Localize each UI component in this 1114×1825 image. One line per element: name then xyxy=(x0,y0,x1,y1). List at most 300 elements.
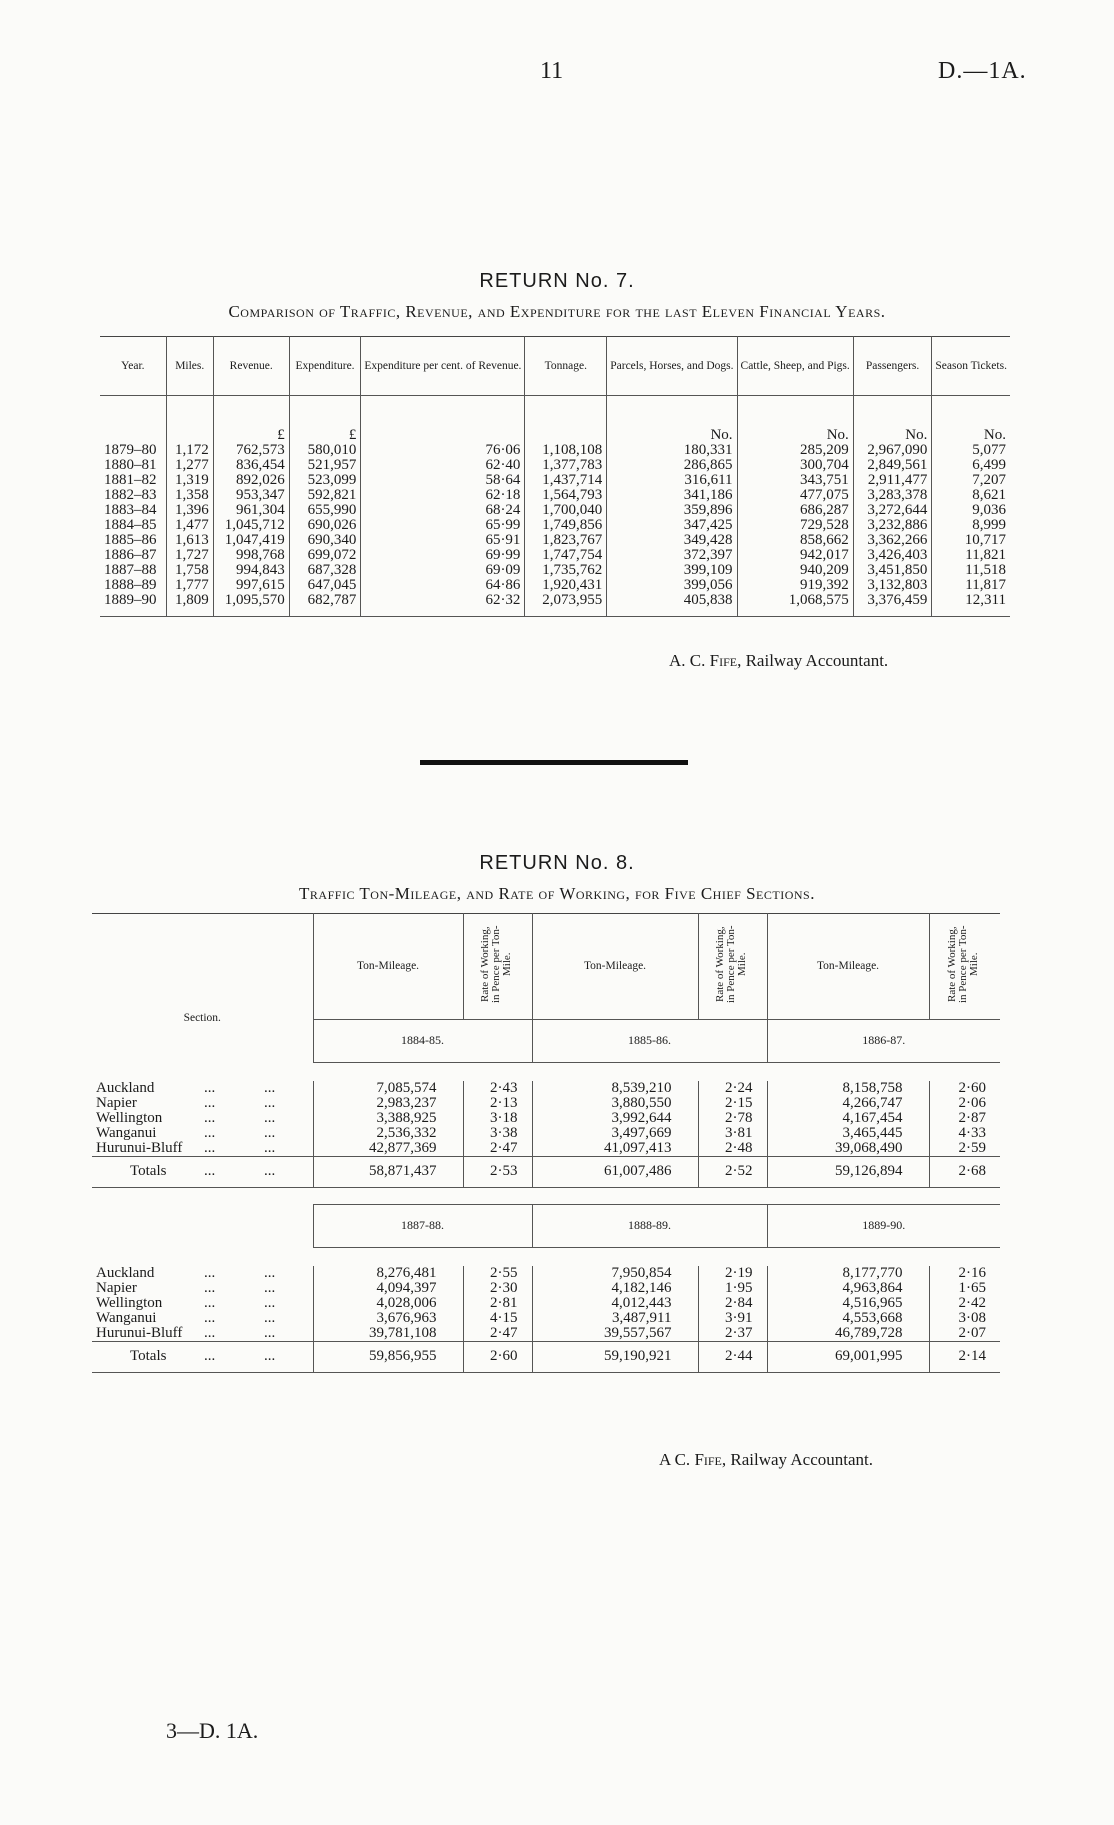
rate-value: 2·30 xyxy=(463,1281,532,1296)
ton-mileage-value: 7,085,574 xyxy=(313,1081,463,1096)
section-name xyxy=(92,1126,313,1141)
signature-name: Fife, xyxy=(694,1450,727,1469)
leader-dots: ... xyxy=(204,1124,216,1141)
spacer-cell xyxy=(166,396,213,411)
rate-value: 2·84 xyxy=(698,1296,767,1311)
value-cell: 3,451,850 xyxy=(853,563,932,578)
return-7-table xyxy=(100,336,1010,617)
leader-dots: ... xyxy=(264,1124,276,1141)
ton-mileage-value: 3,992,644 xyxy=(532,1111,698,1126)
section-name xyxy=(92,1096,313,1111)
rate-header-text: Rate of Working, in Pence per Ton-Mile. xyxy=(478,924,513,1003)
table-row xyxy=(100,443,1010,458)
spacer-row xyxy=(100,396,1010,411)
ton-mileage-value: 8,177,770 xyxy=(767,1266,929,1281)
leader-dots: ... xyxy=(204,1324,216,1341)
ton-mileage-value: 3,676,963 xyxy=(313,1311,463,1326)
total-value: 59,856,955 xyxy=(313,1341,463,1372)
leader-dots: ... xyxy=(204,1309,216,1326)
unit-cell xyxy=(166,410,213,443)
value-cell: 347,425 xyxy=(607,518,737,533)
rate-value: 2·43 xyxy=(463,1081,532,1096)
leader-dots: ... xyxy=(264,1294,276,1311)
leader-dots: ... xyxy=(264,1279,276,1296)
section-name xyxy=(92,1081,313,1096)
year-cell: 1882–83 xyxy=(100,488,166,503)
rate-value: 3·08 xyxy=(929,1311,1000,1326)
signature-initials: A C. xyxy=(659,1450,691,1469)
value-cell: 762,573 xyxy=(213,443,289,458)
value-cell: 300,704 xyxy=(737,458,853,473)
unit-cell xyxy=(525,410,607,443)
table-row xyxy=(100,533,1010,548)
rate-value: 2·47 xyxy=(463,1326,532,1342)
return-8-subtitle: Traffic Ton-Mileage, and Rate of Working, for Five Chief Sections. xyxy=(299,884,815,903)
total-value: 2·68 xyxy=(929,1156,1000,1187)
value-cell: 399,056 xyxy=(607,578,737,593)
table-row xyxy=(100,503,1010,518)
rate-header-text: Rate of Working, in Pence per Ton-Mile. xyxy=(713,924,748,1003)
blank-cell xyxy=(92,1204,313,1247)
ton-mileage-value: 4,182,146 xyxy=(532,1281,698,1296)
rate-value: 2·16 xyxy=(929,1266,1000,1281)
value-cell: 477,075 xyxy=(737,488,853,503)
totals-row xyxy=(92,1156,1000,1187)
ton-mileage-value: 2,983,237 xyxy=(313,1096,463,1111)
value-cell: 3,232,886 xyxy=(853,518,932,533)
year-cell: 1885–86 xyxy=(100,533,166,548)
section-name-text: Wanganui xyxy=(96,1124,157,1141)
table-row xyxy=(100,488,1010,503)
value-cell: 11,821 xyxy=(965,547,1006,563)
leader-dots: ... xyxy=(204,1139,216,1156)
footer-reference: 3—D. 1A. xyxy=(166,1718,259,1743)
signature-name: Fife, xyxy=(709,651,742,670)
year-cell: 1880–81 xyxy=(100,458,166,473)
return-8-signature xyxy=(659,1450,873,1470)
value-cell: 1,319 xyxy=(166,473,213,488)
period-label: 1889-90. xyxy=(767,1204,1000,1247)
ton-mileage-value: 3,487,911 xyxy=(532,1311,698,1326)
value-cell: 11,518 xyxy=(965,562,1006,578)
period-label: 1886-87. xyxy=(767,1019,1000,1062)
section-name-text: Wanganui xyxy=(96,1309,157,1326)
value-cell: 372,397 xyxy=(607,548,737,563)
period-row xyxy=(92,1204,1000,1247)
value-cell: 997,615 xyxy=(213,578,289,593)
value-cell: 2,849,561 xyxy=(853,458,932,473)
unit-cell: No. xyxy=(983,427,1006,443)
spacer-cell xyxy=(213,396,289,411)
leader-dots: ... xyxy=(264,1079,276,1096)
leader-dots: ... xyxy=(264,1139,276,1156)
rate-value: 2·07 xyxy=(929,1326,1000,1342)
total-value: 2·14 xyxy=(929,1341,1000,1372)
column-header: Cattle, Sheep, and Pigs. xyxy=(737,337,853,396)
leader-dots: ... xyxy=(204,1294,216,1311)
year-cell: 1889–90 xyxy=(100,593,166,617)
value-cell: 1,477 xyxy=(166,518,213,533)
return-7-header-row xyxy=(100,337,1010,396)
rate-value: 1·95 xyxy=(698,1281,767,1296)
ton-mileage-value: 2,536,332 xyxy=(313,1126,463,1141)
ton-mileage-header: Ton-Mileage. xyxy=(767,914,929,1020)
ton-mileage-value: 4,516,965 xyxy=(767,1296,929,1311)
value-cell: 687,328 xyxy=(289,563,361,578)
year-cell: 1886–87 xyxy=(100,548,166,563)
gap-row xyxy=(92,1187,1000,1204)
value-cell: 1,747,754 xyxy=(525,548,607,563)
table-row xyxy=(100,593,1010,617)
return-8-header-row xyxy=(92,914,1000,1020)
return-7-title: RETURN No. 7. xyxy=(479,270,635,292)
value-cell: 62·40 xyxy=(361,458,525,473)
unit-cell: No. xyxy=(853,410,932,443)
value-cell: 286,865 xyxy=(607,458,737,473)
value-cell: 3,362,266 xyxy=(853,533,932,548)
ton-mileage-value: 3,497,669 xyxy=(532,1126,698,1141)
ton-mileage-value: 8,158,758 xyxy=(767,1081,929,1096)
rate-value: 2·42 xyxy=(929,1296,1000,1311)
column-header: Year. xyxy=(100,337,166,396)
period-label: 1887-88. xyxy=(313,1204,532,1247)
value-cell: 405,838 xyxy=(607,593,737,617)
value-cell: 1,047,419 xyxy=(213,533,289,548)
leader-dots: ... xyxy=(264,1094,276,1111)
signature-title: Railway Accountant. xyxy=(745,651,889,670)
leader-dots: ... xyxy=(204,1079,216,1096)
ton-mileage-value: 4,167,454 xyxy=(767,1111,929,1126)
year-cell: 1881–82 xyxy=(100,473,166,488)
value-cell: 682,787 xyxy=(289,593,361,617)
table-row xyxy=(92,1141,1000,1157)
section-name xyxy=(92,1296,313,1311)
value-cell: 62·32 xyxy=(361,593,525,617)
section-name-text: Wellington xyxy=(96,1294,163,1311)
ton-mileage-header: Ton-Mileage. xyxy=(313,914,463,1020)
rate-value: 2·15 xyxy=(698,1096,767,1111)
value-cell: 10,717 xyxy=(964,532,1006,548)
spacer-cell xyxy=(853,396,932,411)
rate-value: 2·47 xyxy=(463,1141,532,1157)
value-cell: 858,662 xyxy=(737,533,853,548)
value-cell: 341,186 xyxy=(607,488,737,503)
return-7-subtitle: Comparison of Traffic, Revenue, and Expenditure for the last Eleven Financial Years. xyxy=(228,302,886,321)
column-header: Expenditure per cent. of Revenue. xyxy=(361,337,525,396)
table-row xyxy=(100,578,1010,593)
value-cell: 1,758 xyxy=(166,563,213,578)
rate-value: 3·91 xyxy=(698,1311,767,1326)
value-cell: 1,108,108 xyxy=(525,443,607,458)
value-cell: 62·18 xyxy=(361,488,525,503)
spacer-cell xyxy=(100,396,166,411)
ton-mileage-value: 4,553,668 xyxy=(767,1311,929,1326)
leader-dots: ... xyxy=(264,1309,276,1326)
ton-mileage-value: 41,097,413 xyxy=(532,1141,698,1157)
value-cell: 1,749,856 xyxy=(525,518,607,533)
section-name-text: Hurunui-Bluff xyxy=(96,1139,183,1156)
units-row xyxy=(100,410,1010,443)
value-cell: 1,735,762 xyxy=(525,563,607,578)
value-cell: 65·91 xyxy=(361,533,525,548)
value-cell: 523,099 xyxy=(289,473,361,488)
unit-cell xyxy=(361,410,525,443)
column-header: Season Tickets. xyxy=(935,360,1007,372)
value-cell: 690,026 xyxy=(289,518,361,533)
section-name-text: Hurunui-Bluff xyxy=(96,1324,183,1341)
column-header: Expenditure. xyxy=(289,337,361,396)
value-cell: 285,209 xyxy=(737,443,853,458)
rate-value: 4·33 xyxy=(929,1126,1000,1141)
ton-mileage-value: 4,094,397 xyxy=(313,1281,463,1296)
value-cell: 8,999 xyxy=(972,517,1006,533)
rate-value: 2·13 xyxy=(463,1096,532,1111)
table-row xyxy=(92,1326,1000,1342)
value-cell: 180,331 xyxy=(607,443,737,458)
rate-value: 2·81 xyxy=(463,1296,532,1311)
table-row xyxy=(92,1266,1000,1281)
unit-cell xyxy=(100,410,166,443)
value-cell: 3,376,459 xyxy=(853,593,932,617)
section-name-text: Napier xyxy=(96,1094,137,1111)
value-cell: 521,957 xyxy=(289,458,361,473)
ton-mileage-value: 8,276,481 xyxy=(313,1266,463,1281)
rate-header xyxy=(463,914,532,1020)
unit-cell: No. xyxy=(607,410,737,443)
value-cell: 1,823,767 xyxy=(525,533,607,548)
rate-header xyxy=(698,914,767,1020)
value-cell: 11,817 xyxy=(965,577,1006,593)
period-label: 1884-85. xyxy=(313,1019,532,1062)
leader-dots: ... xyxy=(264,1324,276,1341)
year-cell: 1884–85 xyxy=(100,518,166,533)
value-cell: 998,768 xyxy=(213,548,289,563)
value-cell: 343,751 xyxy=(737,473,853,488)
section-header: Section. xyxy=(183,1011,221,1024)
table-row xyxy=(92,1281,1000,1296)
value-cell: 1,172 xyxy=(166,443,213,458)
section-name-text: Auckland xyxy=(96,1079,155,1096)
value-cell: 942,017 xyxy=(737,548,853,563)
value-cell: 1,777 xyxy=(166,578,213,593)
value-cell: 2,073,955 xyxy=(525,593,607,617)
ton-mileage-value: 3,880,550 xyxy=(532,1096,698,1111)
value-cell: 12,311 xyxy=(965,592,1006,608)
value-cell: 994,843 xyxy=(213,563,289,578)
rate-value: 2·78 xyxy=(698,1111,767,1126)
return-8-table xyxy=(92,913,1000,1373)
value-cell: 65·99 xyxy=(361,518,525,533)
ton-mileage-value: 3,465,445 xyxy=(767,1126,929,1141)
total-value: 2·52 xyxy=(698,1156,767,1187)
period-label: 1885-86. xyxy=(532,1019,767,1062)
ton-mileage-value: 39,781,108 xyxy=(313,1326,463,1342)
column-header: Miles. xyxy=(166,337,213,396)
period-label: 1888-89. xyxy=(532,1204,767,1247)
unit-cell: £ xyxy=(289,410,361,443)
value-cell: 316,611 xyxy=(607,473,737,488)
table-row xyxy=(100,473,1010,488)
total-value: 59,126,894 xyxy=(767,1156,929,1187)
section-name xyxy=(92,1111,313,1126)
value-cell: 592,821 xyxy=(289,488,361,503)
value-cell: 1,045,712 xyxy=(213,518,289,533)
document-reference: D.—1A. xyxy=(938,58,1027,84)
ton-mileage-value: 46,789,728 xyxy=(767,1326,929,1342)
leader-dots: ... xyxy=(204,1279,216,1296)
value-cell: 953,347 xyxy=(213,488,289,503)
leader-dots: ... xyxy=(204,1109,216,1126)
section-name xyxy=(92,1266,313,1281)
value-cell: 58·64 xyxy=(361,473,525,488)
column-header: Passengers. xyxy=(853,337,932,396)
spacer-cell xyxy=(737,396,853,411)
rate-value: 3·18 xyxy=(463,1111,532,1126)
column-header: Revenue. xyxy=(213,337,289,396)
value-cell: 655,990 xyxy=(289,503,361,518)
value-cell: 1,727 xyxy=(166,548,213,563)
rate-value: 2·59 xyxy=(929,1141,1000,1157)
value-cell: 690,340 xyxy=(289,533,361,548)
rate-value: 2·06 xyxy=(929,1096,1000,1111)
value-cell: 580,010 xyxy=(289,443,361,458)
rate-value: 2·19 xyxy=(698,1266,767,1281)
ton-mileage-value: 4,963,864 xyxy=(767,1281,929,1296)
value-cell: 1,920,431 xyxy=(525,578,607,593)
ton-mileage-value: 7,950,854 xyxy=(532,1266,698,1281)
rate-header-text: Rate of Working, in Pence per Ton-Mile. xyxy=(945,924,980,1003)
leader-dots: ... xyxy=(264,1163,276,1179)
rate-value: 2·37 xyxy=(698,1326,767,1342)
page-number: 11 xyxy=(540,58,564,84)
gap-cell xyxy=(92,1187,1000,1204)
table-row xyxy=(92,1296,1000,1311)
value-cell: 3,272,644 xyxy=(853,503,932,518)
table-row xyxy=(100,548,1010,563)
value-cell: 3,132,803 xyxy=(853,578,932,593)
rate-value: 3·38 xyxy=(463,1126,532,1141)
leader-dots: ... xyxy=(204,1163,216,1179)
total-value: 69,001,995 xyxy=(767,1341,929,1372)
value-cell: 6,499 xyxy=(972,457,1006,473)
value-cell: 961,304 xyxy=(213,503,289,518)
ton-mileage-value: 39,557,567 xyxy=(532,1326,698,1342)
spacer-cell xyxy=(525,396,607,411)
spacer-cell xyxy=(289,396,361,411)
value-cell: 1,564,793 xyxy=(525,488,607,503)
value-cell: 686,287 xyxy=(737,503,853,518)
totals-label xyxy=(92,1341,313,1372)
total-value: 58,871,437 xyxy=(313,1156,463,1187)
value-cell: 729,528 xyxy=(737,518,853,533)
signature-initials: A. C. xyxy=(669,651,706,670)
value-cell: 2,911,477 xyxy=(853,473,932,488)
rate-value: 4·15 xyxy=(463,1311,532,1326)
section-name-text: Auckland xyxy=(96,1264,155,1281)
value-cell: 76·06 xyxy=(361,443,525,458)
rate-value: 2·55 xyxy=(463,1266,532,1281)
value-cell: 5,077 xyxy=(972,442,1006,458)
value-cell: 3,426,403 xyxy=(853,548,932,563)
rate-value: 2·87 xyxy=(929,1111,1000,1126)
value-cell: 940,209 xyxy=(737,563,853,578)
value-cell: 1,068,575 xyxy=(737,593,853,617)
totals-label-text: Totals xyxy=(130,1163,167,1179)
signature-title: Railway Accountant. xyxy=(730,1450,873,1469)
total-value: 2·44 xyxy=(698,1341,767,1372)
value-cell: 836,454 xyxy=(213,458,289,473)
value-cell: 3,283,378 xyxy=(853,488,932,503)
totals-row xyxy=(92,1341,1000,1372)
value-cell: 399,109 xyxy=(607,563,737,578)
leader-dots: ... xyxy=(264,1348,276,1364)
section-name xyxy=(92,1326,313,1342)
ton-mileage-header: Ton-Mileage. xyxy=(532,914,698,1020)
value-cell: 1,437,714 xyxy=(525,473,607,488)
leader-dots: ... xyxy=(204,1348,216,1364)
rate-value: 3·81 xyxy=(698,1126,767,1141)
value-cell: 2,967,090 xyxy=(853,443,932,458)
value-cell: 919,392 xyxy=(737,578,853,593)
value-cell: 1,277 xyxy=(166,458,213,473)
ton-mileage-value: 42,877,369 xyxy=(313,1141,463,1157)
gap-cell xyxy=(92,1062,1000,1081)
unit-cell: £ xyxy=(213,410,289,443)
year-cell: 1887–88 xyxy=(100,563,166,578)
table-row xyxy=(100,458,1010,473)
table-row xyxy=(92,1311,1000,1326)
value-cell: 8,621 xyxy=(972,487,1006,503)
rate-header xyxy=(929,914,1000,1020)
table-row xyxy=(92,1096,1000,1111)
value-cell: 1,613 xyxy=(166,533,213,548)
section-name-text: Napier xyxy=(96,1279,137,1296)
spacer-cell xyxy=(932,396,1010,411)
spacer-cell xyxy=(607,396,737,411)
section-divider-rule xyxy=(420,760,688,765)
value-cell: 1,095,570 xyxy=(213,593,289,617)
value-cell: 1,358 xyxy=(166,488,213,503)
total-value: 61,007,486 xyxy=(532,1156,698,1187)
ton-mileage-value: 3,388,925 xyxy=(313,1111,463,1126)
section-name-text: Wellington xyxy=(96,1109,163,1126)
ton-mileage-value: 4,266,747 xyxy=(767,1096,929,1111)
section-name xyxy=(92,1141,313,1157)
leader-dots: ... xyxy=(204,1264,216,1281)
section-name xyxy=(92,1281,313,1296)
year-cell: 1888–89 xyxy=(100,578,166,593)
rate-value: 1·65 xyxy=(929,1281,1000,1296)
table-row xyxy=(92,1126,1000,1141)
rate-value: 2·48 xyxy=(698,1141,767,1157)
table-row xyxy=(92,1111,1000,1126)
column-header: Parcels, Horses, and Dogs. xyxy=(607,337,737,396)
total-value: 2·60 xyxy=(463,1341,532,1372)
table-row xyxy=(100,518,1010,533)
ton-mileage-value: 39,068,490 xyxy=(767,1141,929,1157)
value-cell: 68·24 xyxy=(361,503,525,518)
ton-mileage-value: 8,539,210 xyxy=(532,1081,698,1096)
spacer-cell xyxy=(361,396,525,411)
table-row xyxy=(92,1081,1000,1096)
return-8-title: RETURN No. 8. xyxy=(479,852,635,874)
year-cell: 1883–84 xyxy=(100,503,166,518)
value-cell: 892,026 xyxy=(213,473,289,488)
section-name xyxy=(92,1311,313,1326)
value-cell: 699,072 xyxy=(289,548,361,563)
totals-label xyxy=(92,1156,313,1187)
rate-value: 2·60 xyxy=(929,1081,1000,1096)
